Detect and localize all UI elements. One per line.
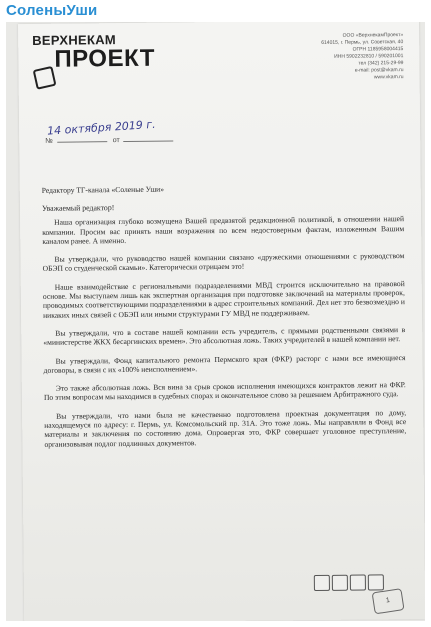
company-line: тел (342) 215-29-99 bbox=[358, 60, 404, 67]
letter-paragraph: Вы утверждали, Фонд капитального ремонта Пермского края (ФКР) расторг с нами все имеющиеся договоры, в связи с их «100% неисполнением». bbox=[43, 352, 406, 375]
letter-paragraph: Это также абсолютная ложь. Вся вина за срыв сроков исполнения имеющихся контрактов лежит на ФКР. По этим вопросам мы находимся в судебных спорах и окончательное слово за решением Арбитражного суда. bbox=[43, 380, 406, 403]
stamp-square-icon bbox=[332, 575, 348, 591]
ref-from-label: от bbox=[112, 137, 120, 145]
company-line: www.vkam.ru bbox=[373, 74, 404, 81]
letter-salutation: Уважаемый редактор! bbox=[41, 203, 115, 213]
logo-line1: ВЕРХНЕКАМ bbox=[32, 32, 117, 48]
stamp-square-icon bbox=[314, 575, 330, 591]
letter-paragraph: Вы утверждали, что в составе нашей компании есть учредитель, с прямыми родственными связями в «министерстве ЖКХ бесаргинских времен». Это абсолютная ложь. Таких учредителей в нашей компании нет. bbox=[43, 325, 406, 348]
company-line: ОГРН 1185958004415 bbox=[352, 46, 404, 53]
company-line: e-mail: post@vkam.ru bbox=[354, 67, 404, 74]
letter-paragraph: Вы утверждали, что нами была не качественно подготовлена проектная документация по дому, находящемуся по адресу: г. Пермь, ул. Комсомольский пр. 31А. Это тоже ложь. Мы направляли в Фонд все материалы и заключения по состоянию дома. Опровергая это, ФКР совершает уголовное преступление, организовывая подлог подлинных документов. bbox=[44, 407, 407, 449]
company-details bbox=[315, 32, 404, 82]
company-line: ООО «ВерхнекамПроект» bbox=[342, 32, 404, 39]
letter-paragraph: Наше взаимодействие с региональными подразделениями МВД строится исключительно на правовой основе. Мы выступаем лишь как экспертная организация при подготовке заключений на материалы проверок, проводимых соответствующими подразделениями в адрес строительных компаний. Дел нет это безвозмездно и никаких иных связей с ОБЭП или иными структурами ГУ МВД не поддерживаем. bbox=[42, 278, 405, 320]
page-number: 1 bbox=[372, 588, 405, 614]
letter-paragraph: Вы утверждали, что руководство нашей компании связано «дружескими отношениями с руководством ОБЭП со студенческой скамьи». Категорически отрицаем это! bbox=[42, 251, 405, 274]
channel-title[interactable]: СоленыУши bbox=[6, 2, 98, 19]
stamp-square-icon bbox=[350, 574, 366, 590]
ref-number-blank bbox=[57, 141, 107, 143]
ref-from-blank bbox=[124, 140, 174, 142]
letter-paragraph: Наша организация глубоко возмущена Вашей предвзятой редакционной политикой, в отношении нашей компании. Просим вас принять наши возражения по всем недостоверным фактам, изложенным Вашим каналом ранее. А именно. bbox=[42, 214, 405, 246]
logo-line2: ПРОЕКТ bbox=[54, 44, 156, 73]
logo-mark-icon bbox=[33, 66, 57, 90]
document-photo bbox=[6, 22, 425, 621]
letter-paper bbox=[18, 22, 425, 621]
letter-body bbox=[42, 200, 407, 458]
company-line: ИНН 5902232810 / 590201001 bbox=[334, 53, 404, 60]
reference-line bbox=[45, 136, 177, 144]
handwritten-date: 14 октября 2019 г. bbox=[46, 117, 156, 138]
ref-number-label: № bbox=[45, 137, 53, 145]
company-logo bbox=[32, 32, 156, 73]
stamp-square-icon bbox=[368, 574, 384, 590]
letter-addressee: Редактору ТГ-канала «Соленые Уши» bbox=[41, 184, 165, 195]
company-line: 614015, г. Пермь, ул. Советская, 40 bbox=[321, 39, 404, 46]
